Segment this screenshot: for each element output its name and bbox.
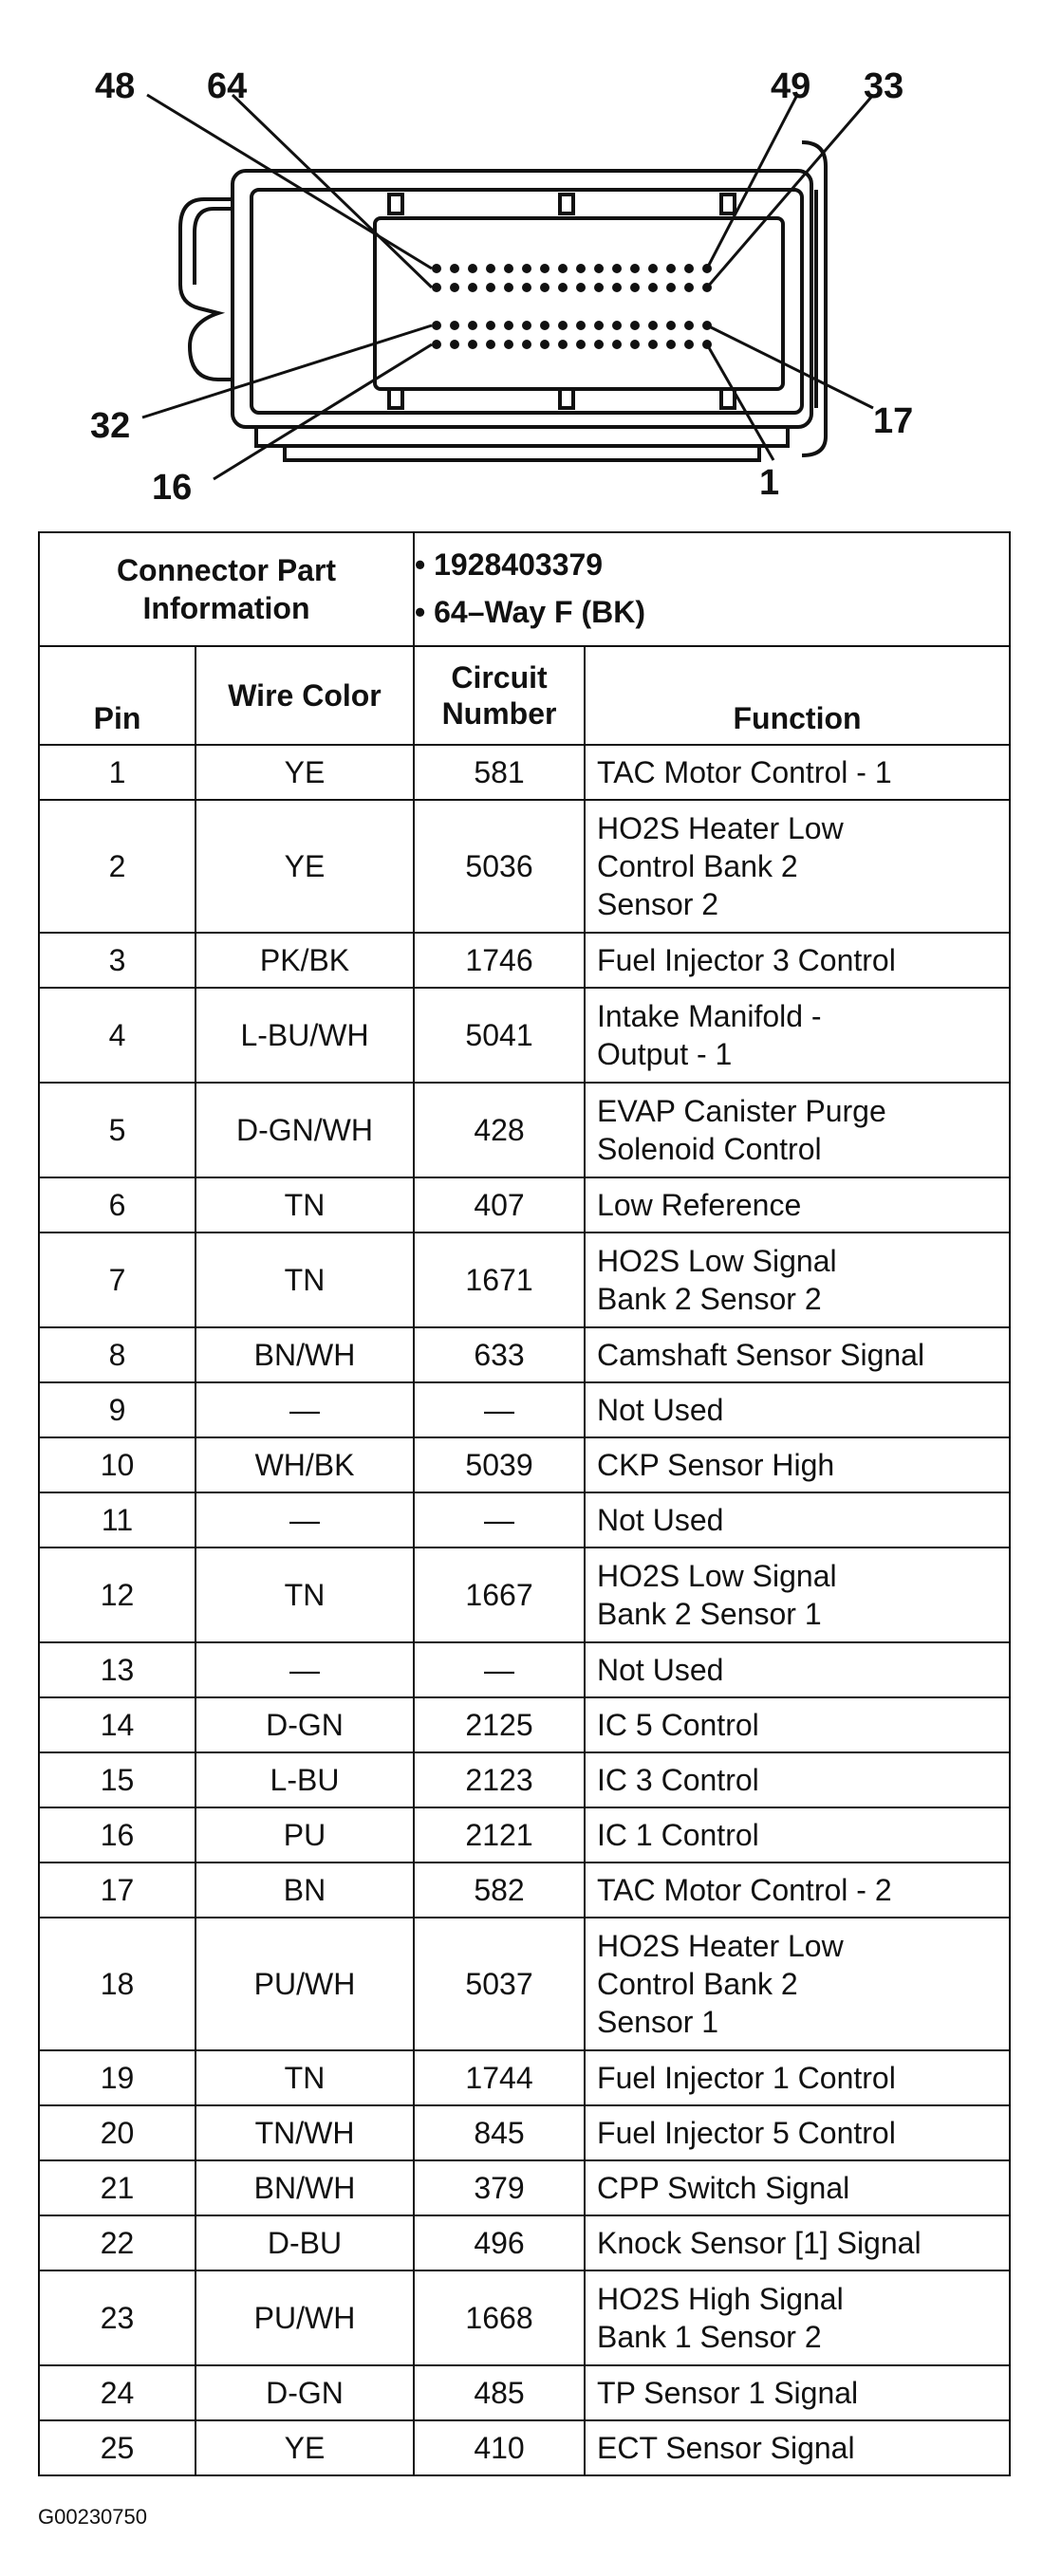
pin-dot bbox=[558, 283, 568, 292]
table-row bbox=[39, 1492, 1010, 1547]
function-cell: Fuel Injector 3 Control bbox=[585, 933, 1010, 988]
table-row bbox=[39, 1752, 1010, 1807]
function-cell: Not Used bbox=[585, 1642, 1010, 1697]
wire-color-cell: — bbox=[196, 1382, 414, 1437]
pin-dot bbox=[504, 340, 513, 349]
pin-cell: 2 bbox=[39, 800, 196, 933]
function-cell: HO2S Low Signal Bank 2 Sensor 2 bbox=[585, 1232, 1010, 1327]
function-cell: EVAP Canister Purge Solenoid Control bbox=[585, 1083, 1010, 1177]
pin-cell: 4 bbox=[39, 988, 196, 1083]
pin-cell: 5 bbox=[39, 1083, 196, 1177]
function-cell: HO2S Heater Low Control Bank 2 Sensor 1 bbox=[585, 1918, 1010, 2050]
table-row bbox=[39, 2365, 1010, 2420]
circuit-number-cell: — bbox=[414, 1382, 585, 1437]
function-cell: IC 3 Control bbox=[585, 1752, 1010, 1807]
pin-dot bbox=[648, 340, 658, 349]
function-cell: HO2S Heater Low Control Bank 2 Sensor 2 bbox=[585, 800, 1010, 933]
wire-color-cell: PK/BK bbox=[196, 933, 414, 988]
circuit-number-cell: 428 bbox=[414, 1083, 585, 1177]
pin-cell: 25 bbox=[39, 2420, 196, 2475]
pin-dot bbox=[558, 321, 568, 330]
pin-cell: 9 bbox=[39, 1382, 196, 1437]
function-cell: HO2S Low Signal Bank 2 Sensor 1 bbox=[585, 1547, 1010, 1642]
pin-dot bbox=[450, 321, 459, 330]
pin-dot bbox=[612, 283, 622, 292]
pin-dot bbox=[612, 264, 622, 273]
circuit-number-cell: 407 bbox=[414, 1177, 585, 1232]
pin-dot bbox=[630, 264, 640, 273]
table-row bbox=[39, 1177, 1010, 1232]
function-cell: HO2S High Signal Bank 1 Sensor 2 bbox=[585, 2270, 1010, 2365]
wire-color-cell: TN/WH bbox=[196, 2105, 414, 2160]
pin-dot bbox=[432, 321, 441, 330]
function-cell: IC 5 Control bbox=[585, 1697, 1010, 1752]
function-cell: Intake Manifold - Output - 1 bbox=[585, 988, 1010, 1083]
pin-dot bbox=[612, 340, 622, 349]
pin-dot bbox=[504, 264, 513, 273]
function-cell: TP Sensor 1 Signal bbox=[585, 2365, 1010, 2420]
callout-17: 17 bbox=[873, 401, 914, 441]
circuit-number-cell: 1667 bbox=[414, 1547, 585, 1642]
pin-dot bbox=[486, 321, 495, 330]
pin-cell: 17 bbox=[39, 1863, 196, 1918]
table-row bbox=[39, 1327, 1010, 1382]
circuit-number-cell: 581 bbox=[414, 745, 585, 800]
pin-dot bbox=[522, 283, 531, 292]
connector-info-label: Connector Part Information bbox=[39, 532, 414, 646]
wire-color-cell: PU/WH bbox=[196, 1918, 414, 2050]
pin-dot bbox=[504, 321, 513, 330]
wire-color-cell: YE bbox=[196, 2420, 414, 2475]
pin-dot bbox=[468, 264, 477, 273]
pin-cell: 6 bbox=[39, 1177, 196, 1232]
pin-dot bbox=[468, 340, 477, 349]
callout-16: 16 bbox=[152, 468, 193, 508]
pin-cell: 10 bbox=[39, 1437, 196, 1492]
pin-dot bbox=[432, 264, 441, 273]
circuit-number-cell: 1668 bbox=[414, 2270, 585, 2365]
wire-color-cell: TN bbox=[196, 1232, 414, 1327]
pin-dot bbox=[684, 264, 694, 273]
wire-color-cell: L-BU bbox=[196, 1752, 414, 1807]
pin-dot bbox=[594, 264, 604, 273]
function-cell: Not Used bbox=[585, 1492, 1010, 1547]
pin-dot bbox=[666, 264, 676, 273]
col-header-function: Function bbox=[585, 646, 1010, 745]
pin-cell: 22 bbox=[39, 2215, 196, 2270]
circuit-number-cell: 5041 bbox=[414, 988, 585, 1083]
circuit-number-cell: 485 bbox=[414, 2365, 585, 2420]
callout-49: 49 bbox=[771, 66, 811, 106]
connector-description: • 64–Way F (BK) bbox=[415, 595, 645, 629]
pin-dot bbox=[540, 283, 549, 292]
pin-dot bbox=[576, 321, 586, 330]
pin-dot bbox=[648, 321, 658, 330]
wire-color-cell: YE bbox=[196, 745, 414, 800]
table-row bbox=[39, 1437, 1010, 1492]
table-row bbox=[39, 2105, 1010, 2160]
wire-color-cell: PU bbox=[196, 1807, 414, 1863]
circuit-number-cell: 582 bbox=[414, 1863, 585, 1918]
pin-dot bbox=[594, 340, 604, 349]
callout-48: 48 bbox=[95, 66, 136, 106]
pin-cell: 15 bbox=[39, 1752, 196, 1807]
function-cell: Low Reference bbox=[585, 1177, 1010, 1232]
circuit-number-cell: 2125 bbox=[414, 1697, 585, 1752]
pin-dot bbox=[450, 283, 459, 292]
function-cell: CPP Switch Signal bbox=[585, 2160, 1010, 2215]
pin-dot bbox=[666, 283, 676, 292]
callout-1: 1 bbox=[759, 463, 780, 503]
wire-color-cell: TN bbox=[196, 1547, 414, 1642]
function-cell: TAC Motor Control - 2 bbox=[585, 1863, 1010, 1918]
circuit-number-cell: 5037 bbox=[414, 1918, 585, 2050]
pin-dot bbox=[432, 283, 441, 292]
pin-dot bbox=[522, 264, 531, 273]
pin-dot bbox=[684, 340, 694, 349]
callout-33: 33 bbox=[864, 66, 904, 106]
pin-dot bbox=[432, 340, 441, 349]
circuit-number-cell: — bbox=[414, 1642, 585, 1697]
pin-dot bbox=[540, 321, 549, 330]
circuit-number-cell: 2121 bbox=[414, 1807, 585, 1863]
function-cell: IC 1 Control bbox=[585, 1807, 1010, 1863]
pin-dot bbox=[522, 340, 531, 349]
wire-color-cell: BN/WH bbox=[196, 1327, 414, 1382]
pin-dot bbox=[594, 283, 604, 292]
pin-dot bbox=[630, 283, 640, 292]
function-cell: Fuel Injector 1 Control bbox=[585, 2050, 1010, 2105]
col-header-wire-color: Wire Color bbox=[196, 646, 414, 745]
pin-cell: 18 bbox=[39, 1918, 196, 2050]
pin-dot bbox=[576, 283, 586, 292]
function-cell: CKP Sensor High bbox=[585, 1437, 1010, 1492]
table-row bbox=[39, 2160, 1010, 2215]
pin-dot bbox=[450, 264, 459, 273]
pin-cell: 19 bbox=[39, 2050, 196, 2105]
circuit-number-cell: 379 bbox=[414, 2160, 585, 2215]
table-row bbox=[39, 1547, 1010, 1642]
pin-cell: 16 bbox=[39, 1807, 196, 1863]
pin-dot bbox=[630, 321, 640, 330]
table-row bbox=[39, 1918, 1010, 2050]
pin-cell: 1 bbox=[39, 745, 196, 800]
pin-dot bbox=[666, 340, 676, 349]
col-header-circuit-number: Circuit Number bbox=[414, 646, 585, 745]
wire-color-cell: D-GN/WH bbox=[196, 1083, 414, 1177]
table-row bbox=[39, 1382, 1010, 1437]
col-header-pin: Pin bbox=[39, 646, 196, 745]
wire-color-cell: L-BU/WH bbox=[196, 988, 414, 1083]
pin-dot bbox=[486, 283, 495, 292]
pin-dot bbox=[576, 340, 586, 349]
pin-cell: 3 bbox=[39, 933, 196, 988]
circuit-number-cell: 2123 bbox=[414, 1752, 585, 1807]
wire-color-cell: BN bbox=[196, 1863, 414, 1918]
pin-dot bbox=[684, 283, 694, 292]
connector-part-number: • 1928403379 bbox=[415, 547, 604, 583]
pin-dot bbox=[468, 283, 477, 292]
circuit-number-cell: 845 bbox=[414, 2105, 585, 2160]
pin-dot bbox=[486, 264, 495, 273]
pin-dot bbox=[648, 283, 658, 292]
pin-dot bbox=[522, 321, 531, 330]
table-row bbox=[39, 933, 1010, 988]
pin-cell: 8 bbox=[39, 1327, 196, 1382]
callout-64: 64 bbox=[207, 66, 248, 106]
table-row bbox=[39, 1697, 1010, 1752]
wire-color-cell: — bbox=[196, 1642, 414, 1697]
table-row bbox=[39, 1083, 1010, 1177]
table-row bbox=[39, 745, 1010, 800]
pin-cell: 20 bbox=[39, 2105, 196, 2160]
pin-cell: 13 bbox=[39, 1642, 196, 1697]
pin-dot bbox=[648, 264, 658, 273]
wire-color-cell: D-GN bbox=[196, 2365, 414, 2420]
pin-cell: 24 bbox=[39, 2365, 196, 2420]
circuit-number-cell: 1671 bbox=[414, 1232, 585, 1327]
callout-32: 32 bbox=[90, 406, 131, 446]
function-cell: TAC Motor Control - 1 bbox=[585, 745, 1010, 800]
table-row bbox=[39, 988, 1010, 1083]
table-row bbox=[39, 800, 1010, 933]
wire-color-cell: WH/BK bbox=[196, 1437, 414, 1492]
pin-cell: 11 bbox=[39, 1492, 196, 1547]
pin-dot bbox=[540, 264, 549, 273]
wire-color-cell: TN bbox=[196, 1177, 414, 1232]
circuit-number-cell: 5039 bbox=[414, 1437, 585, 1492]
pin-cell: 21 bbox=[39, 2160, 196, 2215]
pin-dot bbox=[666, 321, 676, 330]
wire-color-cell: BN/WH bbox=[196, 2160, 414, 2215]
circuit-number-cell: — bbox=[414, 1492, 585, 1547]
function-cell: Camshaft Sensor Signal bbox=[585, 1327, 1010, 1382]
circuit-number-cell: 1746 bbox=[414, 933, 585, 988]
pin-dot bbox=[684, 321, 694, 330]
table-row bbox=[39, 1232, 1010, 1327]
table-row bbox=[39, 1863, 1010, 1918]
wire-color-cell: PU/WH bbox=[196, 2270, 414, 2365]
pin-cell: 7 bbox=[39, 1232, 196, 1327]
function-cell: Not Used bbox=[585, 1382, 1010, 1437]
wire-color-cell: TN bbox=[196, 2050, 414, 2105]
table-row bbox=[39, 2050, 1010, 2105]
pin-cell: 12 bbox=[39, 1547, 196, 1642]
figure-code: G00230750 bbox=[38, 2505, 147, 2529]
pin-dot bbox=[540, 340, 549, 349]
function-cell: Fuel Injector 5 Control bbox=[585, 2105, 1010, 2160]
circuit-number-cell: 410 bbox=[414, 2420, 585, 2475]
pin-dot bbox=[558, 340, 568, 349]
pinout-table bbox=[38, 531, 1011, 2476]
circuit-number-cell: 496 bbox=[414, 2215, 585, 2270]
circuit-number-cell: 5036 bbox=[414, 800, 585, 933]
pin-dot bbox=[558, 264, 568, 273]
function-cell: ECT Sensor Signal bbox=[585, 2420, 1010, 2475]
pin-dot bbox=[594, 321, 604, 330]
connector-info-row bbox=[39, 532, 1010, 646]
wire-color-cell: D-GN bbox=[196, 1697, 414, 1752]
pin-dot bbox=[450, 340, 459, 349]
pinout-rows bbox=[39, 745, 1010, 2475]
table-row bbox=[39, 1642, 1010, 1697]
wire-color-cell: D-BU bbox=[196, 2215, 414, 2270]
wire-color-cell: YE bbox=[196, 800, 414, 933]
table-row bbox=[39, 1807, 1010, 1863]
circuit-number-cell: 633 bbox=[414, 1327, 585, 1382]
pin-dot bbox=[630, 340, 640, 349]
circuit-number-cell: 1744 bbox=[414, 2050, 585, 2105]
table-row bbox=[39, 2215, 1010, 2270]
table-row bbox=[39, 2270, 1010, 2365]
column-header-row bbox=[39, 646, 1010, 745]
connector-part-details bbox=[414, 532, 1010, 646]
pin-dot bbox=[612, 321, 622, 330]
wire-color-cell: — bbox=[196, 1492, 414, 1547]
connector-diagram bbox=[0, 0, 1043, 512]
table-row bbox=[39, 2420, 1010, 2475]
pin-dot bbox=[504, 283, 513, 292]
pin-cell: 23 bbox=[39, 2270, 196, 2365]
function-cell: Knock Sensor [1] Signal bbox=[585, 2215, 1010, 2270]
pin-dot bbox=[576, 264, 586, 273]
pin-dot bbox=[468, 321, 477, 330]
pin-dot bbox=[486, 340, 495, 349]
pin-cell: 14 bbox=[39, 1697, 196, 1752]
